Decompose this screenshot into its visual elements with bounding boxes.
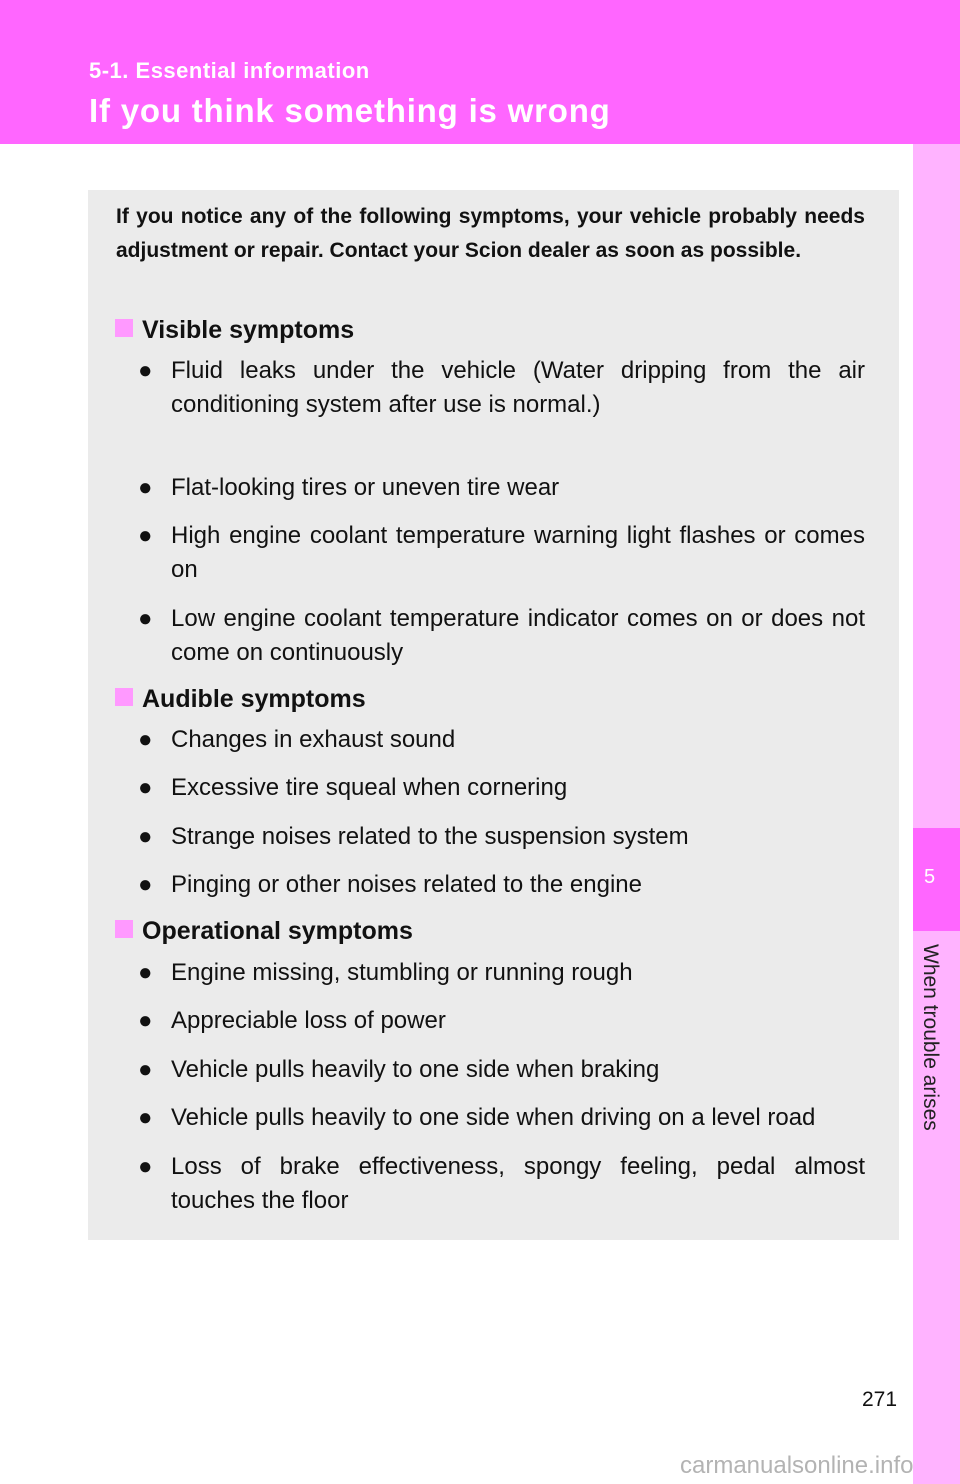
list-item <box>138 723 865 757</box>
list-item-text: Appreciable loss of power <box>171 1007 446 1034</box>
square-bullet-icon <box>115 688 133 706</box>
list-item <box>138 471 865 505</box>
bullet-icon: ● <box>138 774 153 801</box>
list-item <box>138 519 865 587</box>
page-number: 271 <box>862 1388 898 1411</box>
list-item <box>138 1004 865 1038</box>
list-item <box>138 1053 865 1087</box>
list-item-text: Flat-looking tires or uneven tire wear <box>171 474 560 501</box>
bullet-icon: ● <box>138 1056 153 1083</box>
bullet-icon: ● <box>138 522 153 549</box>
list-item-text: Engine missing, stumbling or running rough <box>171 959 633 986</box>
list-item-text: Vehicle pulls heavily to one side when driving on a level road <box>171 1104 816 1131</box>
section-heading-audible <box>115 685 366 714</box>
list-item <box>138 868 865 902</box>
square-bullet-icon <box>115 319 133 337</box>
bullet-icon: ● <box>138 1104 153 1131</box>
list-item-text: High engine coolant temperature warning light flashes or comes on <box>171 522 865 583</box>
chapter-side-strip <box>913 144 960 1484</box>
bullet-icon: ● <box>138 959 153 986</box>
section-heading-text: Visible symptoms <box>142 316 355 344</box>
chapter-number: 5 <box>923 866 936 888</box>
section-heading-visible <box>115 316 354 345</box>
list-item-text: Changes in exhaust sound <box>171 726 456 753</box>
page-title: If you think something is wrong <box>89 92 611 129</box>
bullet-icon: ● <box>138 1007 153 1034</box>
watermark-text: carmanualsonline.info <box>680 1452 914 1479</box>
list-item <box>138 820 865 854</box>
list-item-text: Low engine coolant temperature indicator comes on or does not come on continuously <box>171 605 865 666</box>
section-label: 5-1. Essential information <box>89 58 370 83</box>
intro-paragraph: If you notice any of the following symptoms, your vehicle probably needs adjustment or repair. Contact your Scion dealer as soon as possible. <box>116 205 865 262</box>
bullet-icon: ● <box>138 823 153 850</box>
list-item-text: Loss of brake effectiveness, spongy feeling, pedal almost touches the floor <box>171 1153 865 1214</box>
page-header <box>0 0 960 144</box>
bullet-icon: ● <box>138 605 153 632</box>
list-item-text: Pinging or other noises related to the engine <box>171 871 642 898</box>
square-bullet-icon <box>115 920 133 938</box>
symptoms-box <box>88 190 899 1240</box>
bullet-icon: ● <box>138 1153 153 1180</box>
list-item <box>138 354 865 422</box>
list-item-text: Fluid leaks under the vehicle (Water dripping from the air conditioning system after use is normal.) <box>171 357 865 418</box>
list-item <box>138 1101 865 1135</box>
section-heading-operational <box>115 917 413 946</box>
chapter-label: When trouble arises <box>919 944 942 1131</box>
bullet-icon: ● <box>138 357 153 384</box>
list-item <box>138 956 865 990</box>
section-heading-text: Audible symptoms <box>142 685 366 713</box>
list-item-text: Vehicle pulls heavily to one side when braking <box>171 1056 660 1083</box>
bullet-icon: ● <box>138 726 153 753</box>
section-heading-text: Operational symptoms <box>142 917 413 945</box>
bullet-icon: ● <box>138 474 153 501</box>
chapter-tab[interactable] <box>913 828 960 931</box>
list-item-text: Excessive tire squeal when cornering <box>171 774 568 801</box>
list-item <box>138 1150 865 1218</box>
bullet-icon: ● <box>138 871 153 898</box>
list-item <box>138 602 865 670</box>
list-item <box>138 771 865 805</box>
list-item-text: Strange noises related to the suspension system <box>171 823 689 850</box>
